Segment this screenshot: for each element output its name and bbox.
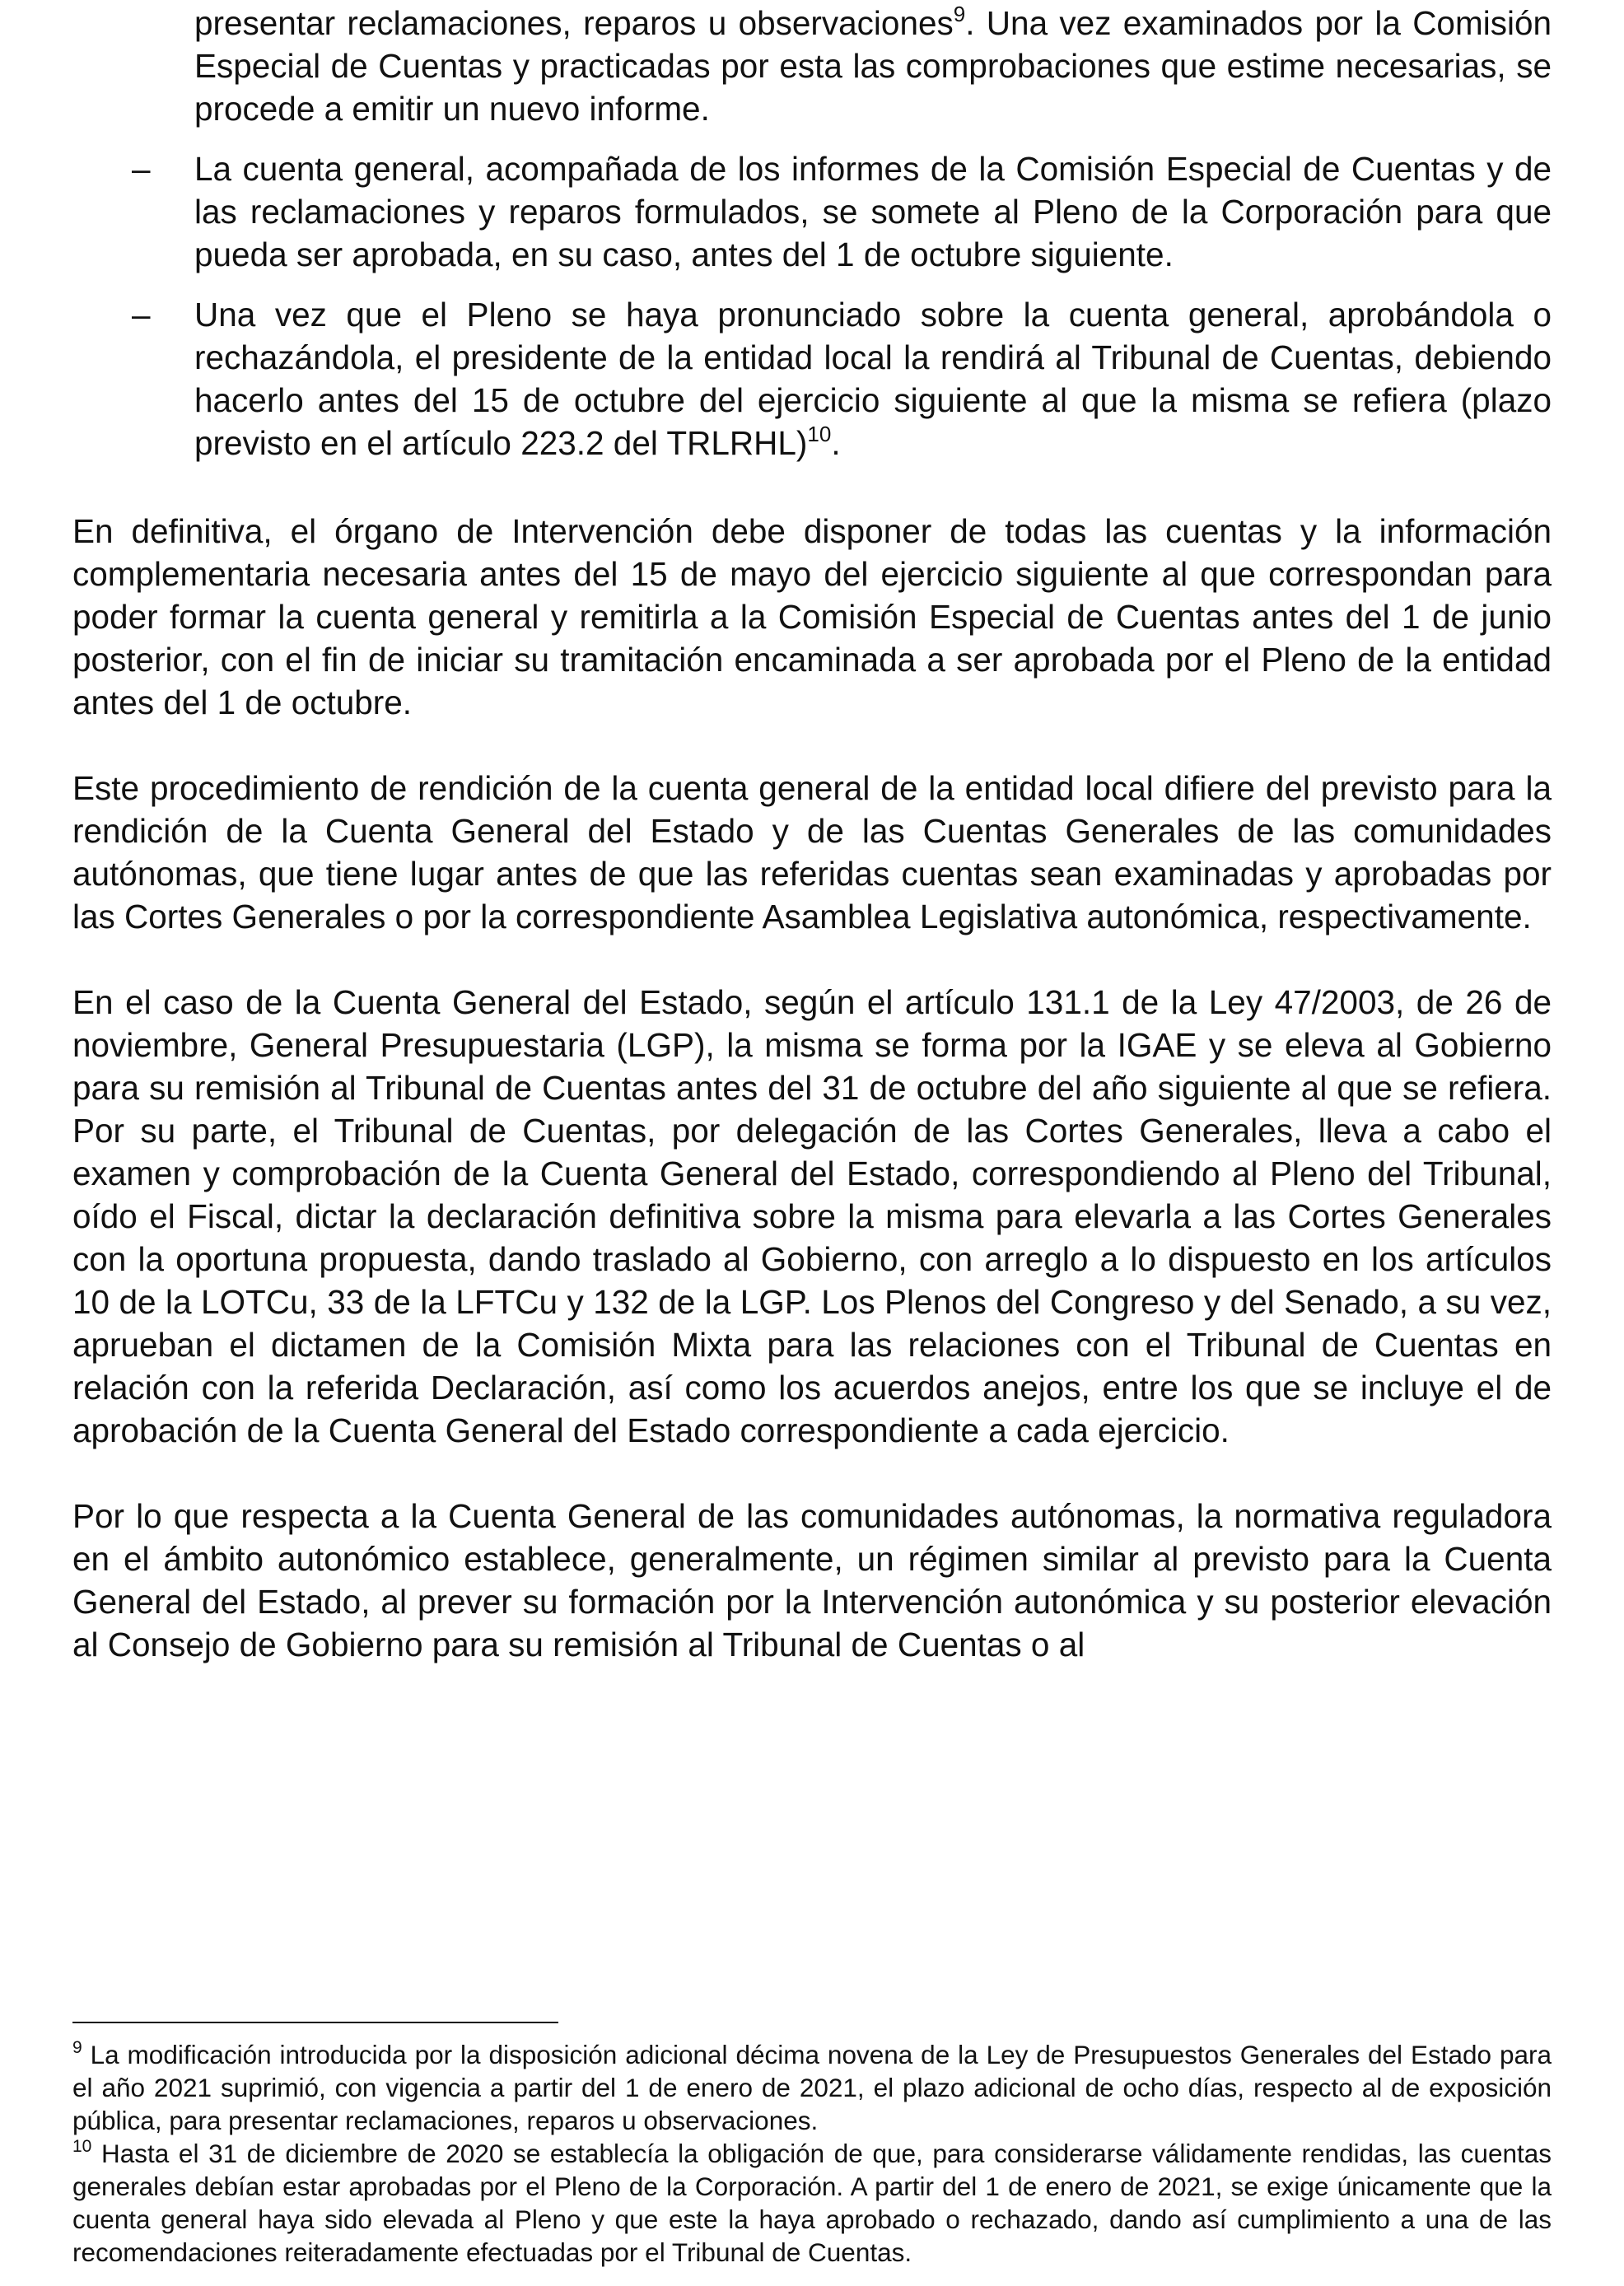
paragraph: En definitiva, el órgano de Intervención debe disponer de todas las cuentas y la información complementaria necesaria antes del 15 de mayo del ejercicio siguiente al que correspondan para poder formar la cuenta general y remitirla a la Comisión Especial de Cuentas antes del 1 de junio posterior, con el fin de iniciar su tramitación encaminada a ser aprobada por el Pleno de la entidad antes del 1 de octubre. [72,512,1552,721]
footnote-10 [72,2137,1552,2269]
paragraph: En el caso de la Cuenta General del Estado, según el artículo 131.1 de la Ley 47/2003, de 26 de noviembre, General Presupuestaria (LGP), la misma se forma por la IGAE y se eleva al Gobierno para su remisión al Tribunal de Cuentas antes del 31 de octubre del año siguiente al que se refiera. Por su parte, el Tribunal de Cuentas, por delegación de las Cortes Generales, lleva a cabo el examen y comprobación de la Cuenta General del Estado, correspondiendo al Pleno del Tribunal, oído el Fiscal, dictar la declaración definitiva sobre la misma para elevarla a las Cortes Generales con la oportuna propuesta, dando traslado al Gobierno, con arreglo a lo dispuesto en los artículos 10 de la LOTCu, 33 de la LFTCu y 132 de la LGP. Los Plenos del Congreso y del Senado, a su vez, aprueban el dictamen de la Comisión Mixta para las relaciones con el Tribunal de Cuentas en relación con la referida Declaración, así como los acuerdos anejos, entre los que se incluye el de aprobación de la Cuenta General del Estado correspondiente a cada ejercicio. [72,983,1552,1449]
footnote-separator [72,2022,558,2023]
footnotes [72,2038,1552,2269]
list-item [72,147,1552,276]
footnote-9 [72,2038,1552,2137]
footnote-number: 10 [72,2136,92,2156]
footnote-text: La modificación introducida por la disposición adicional décima novena de la Ley de Presupuestos Generales del Estado para el año 2021 suprimió, con vigencia a partir del 1 de enero de 2021, el plazo adicional de ocho días, respecto al de exposición pública, para presentar reclamaciones, reparos u observaciones. [72,2040,1552,2135]
continuation-text-end: . Una vez examinados por la Comisión Especial de Cuentas y practicadas por esta las comprobaciones que estime necesarias, se procede a emitir un nuevo informe. [194,4,1552,128]
list-item-text-end: . [831,424,841,462]
dash-bullet: – [132,150,151,188]
footnote-number: 9 [72,2037,82,2057]
footnote-ref-10[interactable]: 10 [807,421,832,446]
paragraph: Este procedimiento de rendición de la cuenta general de la entidad local difiere del previsto para la rendición de la Cuenta General del Estado y de las Cuentas Generales de las comunidades autónomas, que tiene lugar antes de que las referidas cuentas sean examinadas y aprobadas por las Cortes Generales o por la correspondiente Asamblea Legislativa autonómica, respectivamente. [72,769,1552,935]
paragraph: Por lo que respecta a la Cuenta General de las comunidades autónomas, la normativa reguladora en el ámbito autonómico establece, generalmente, un régimen similar al previsto para la Cuenta General del Estado, al prever su formación por la Intervención autonómica y su posterior elevación al Consejo de Gobierno para su remisión al Tribunal de Cuentas o al [72,1497,1552,1663]
document-page [72,0,1552,2286]
list-item-text: La cuenta general, acompañada de los informes de la Comisión Especial de Cuentas y de las reclamaciones y reparos formulados, se somete al Pleno de la Corporación para que pueda ser aprobada, en su caso, antes del 1 de octubre siguiente. [194,150,1552,273]
list-item-continuation [194,2,1552,130]
continuation-text: presentar reclamaciones, reparos u observaciones [194,4,954,42]
list-item-text: Una vez que el Pleno se haya pronunciado sobre la cuenta general, aprobándola o rechazándola, el presidente de la entidad local la rendirá al Tribunal de Cuentas, debiendo hacerlo antes del 15 de octubre del ejercicio siguiente al que la misma se refiera (plazo previsto en el artículo 223.2 del TRLRHL) [194,296,1552,462]
dash-bullet: – [132,296,151,334]
footnote-text: Hasta el 31 de diciembre de 2020 se establecía la obligación de que, para considerarse válidamente rendidas, las cuentas generales debían estar aprobadas por el Pleno de la Corporación. A partir del 1 de enero de 2021, se exige únicamente que la cuenta general haya sido elevada al Pleno y que este la haya aprobado o rechazado, dando así cumplimiento a una de las recomendaciones reiteradamente efectuadas por el Tribunal de Cuentas. [72,2139,1552,2267]
footnote-ref-9[interactable]: 9 [953,1,966,26]
list-item [72,293,1552,464]
